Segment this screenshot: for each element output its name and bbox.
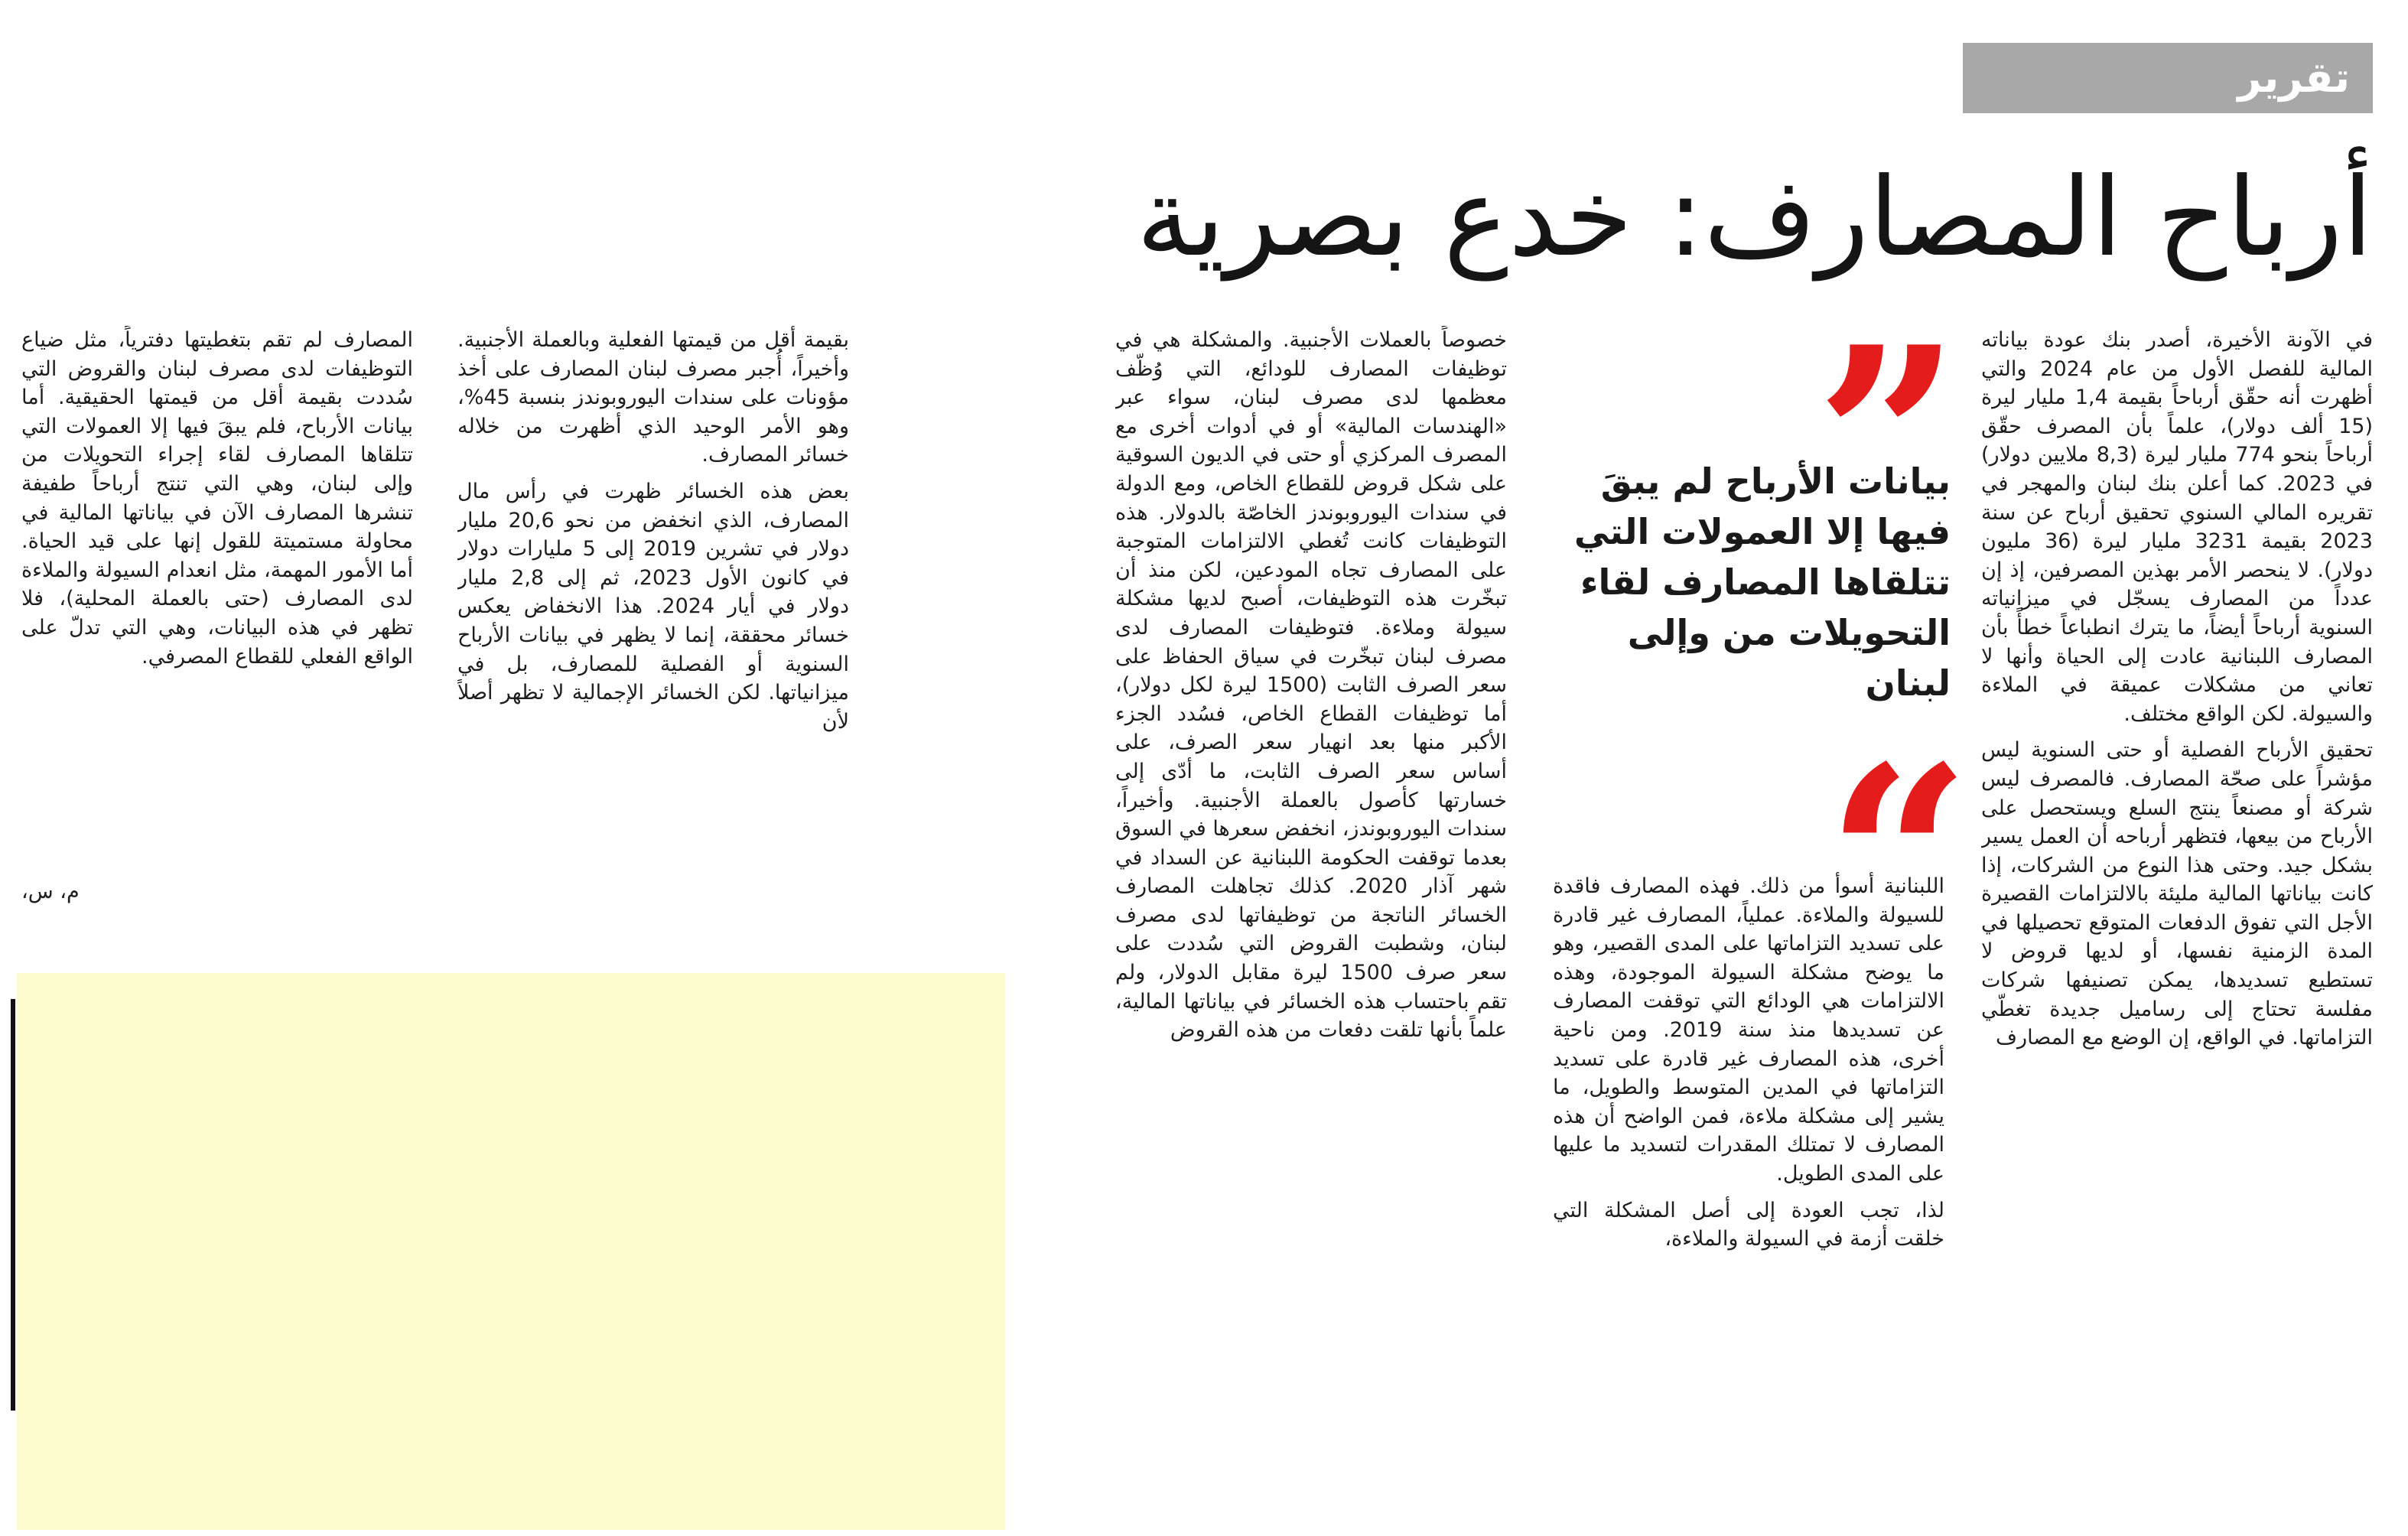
article-column-1 [1981, 326, 2373, 1437]
paragraph: بعض هذه الخسائر ظهرت في رأس مال المصارف، الذي انخفض من نحو 20,6 مليار دولار في تشرين 2019 إلى 5 مليارات دولار في كانون الأول 2023، ثم إلى 2,8 مليار دولار في أيار 2024. هذا الانخفاض يعكس خسائر محققة، إنما لا يظهر في بيانات الأرباح السنوية أو الفصلية للمصارف، بل في ميزانياتها. لكن الخسائر الإجمالية لا تظهر أصلاً لأن [457, 479, 849, 734]
quote-close-icon [1822, 733, 1975, 863]
article-column-3 [1115, 326, 1507, 1443]
author-initials: م، س، [21, 880, 80, 903]
paragraph: المصارف لم تقم بتغطيتها دفترياً، مثل ضياع التوظيفات لدى مصرف لبنان والقروض التي سُددت بقيمة أقل من قيمتها الحقيقية. أما بيانات الأرباح، فلم يبقَ فيها إلا العمولات التي تتلقاها المصارف لقاء إجراء التحويلات من وإلى لبنان، وهي التي تنتج أرباحاً طفيفة تنشرها المصارف الآن في بياناتها المالية في محاولة مستميتة للقول إنها على قيد الحياة. أما الأمور المهمة، مثل انعدام السيولة والملاءة لدى المصارف (حتى بالعملة المحلية)، فلا تظهر في هذه البيانات، وهي التي تدلّ على الواقع الفعلي للقطاع المصرفي. [21, 328, 413, 669]
paragraph: تحقيق الأرباح الفصلية أو حتى السنوية ليس مؤشراً على صحّة المصارف. فالمصرف ليس شركة أو مصنعاً ينتج السلع ويستحصل على الأرباح من بيعها، فتظهر أرباحه أن العمل يسير بشكل جيد. وحتى هذا النوع من الشركات، إذا كانت بياناتها المالية مليئة بالالتزامات القصيرة الأجل التي تفوق الدفعات المتوقع تحصيلها في المدة الزمنية نفسها، أو لديها قروض لا تستطيع تسديدها، يمكن تصنيفها شركات مفلسة تحتاج إلى رساميل جديدة تغطّي التزاماتها. في الواقع، إن الوضع مع المصارف [1981, 738, 2373, 1050]
article-column-2 [1553, 872, 1944, 1442]
paragraph: خصوصاً بالعملات الأجنبية. والمشكلة هي في توظيفات المصارف للودائع، التي وُظّف معظمها لدى مصرف لبنان، سواء عبر «الهندسات المالية» أو في أدوات أخرى مع المصرف المركزي أو حتى في الديون السوقية على شكل قروض للقطاع الخاص، ومع الدولة في سندات اليوروبوندز الخاصّة بالدولار. هذه التوظيفات كانت تُغطي الالتزامات المتوجبة على المصارف تجاه المودعين، لكن منذ أن تبخّرت هذه التوظيفات، أصبح لديها مشكلة سيولة وملاءة. فتوظيفات المصارف لدى مصرف لبنان تبخّرت في سياق الحفاظ على سعر الصرف الثابت (1500 ليرة لكل دولار)، أما توظيفات القطاع الخاص، فسُدد الجزء الأكبر منها بعد انهيار سعر الصرف، على أساس سعر الصرف الثابت، ما أدّى إلى خسارتها كأصول بالعملة الأجنبية. وأخيراً، سندات اليوروبوندز، انخفض سعرها في السوق بعدما توقفت الحكومة اللبنانية عن السداد في شهر آذار 2020. كذلك تجاهلت المصارف الخسائر الناتجة من توظيفاتها لدى مصرف لبنان، وشطبت القروض التي سُددت على سعر صرف 1500 ليرة مقابل الدولار، ولم تقم باحتساب هذه الخسائر في بياناتها المالية، علماً بأنها تلقت دفعات من هذه القروض [1115, 328, 1507, 1043]
paragraph: بقيمة أقل من قيمتها الفعلية وبالعملة الأجنبية. وأخيراً، أُجبر مصرف لبنان المصارف على أخذ مؤونات على سندات اليوروبوندز بنسبة 45%، وهو الأمر الوحيد الذي أظهرت من خلاله خسائر المصارف. [457, 328, 849, 467]
pull-quote: بيانات الأرباح لم يبقَ فيها إلا العمولات التي تتلقاها المصارف لقاء التحويلات من وإلى لبنان [1573, 460, 1951, 704]
vertical-rule [11, 999, 15, 1411]
paragraph: اللبنانية أسوأ من ذلك. فهذه المصارف فاقدة للسيولة والملاءة. عملياً، المصارف غير قادرة على تسديد التزاماتها على المدى القصير، وهو ما يوضح مشكلة السيولة الموجودة، وهذه الالتزامات هي الودائع التي توقفت المصارف عن تسديدها منذ سنة 2019. ومن ناحية أخرى، هذه المصارف غير قادرة على تسديد التزاماتها في المدين المتوسط والطويل، ما يشير إلى مشكلة ملاءة، فمن الواضح أن هذه المصارف لا تمتلك المقدرات لتسديد ما عليها على المدى الطويل. [1553, 874, 1944, 1186]
advertisement-placeholder [17, 973, 1005, 1530]
paragraph: لذا، تجب العودة إلى أصل المشكلة التي خلقت أزمة في السيولة والملاءة، [1553, 1198, 1944, 1251]
article-column-4 [457, 326, 849, 923]
quote-open-icon [1811, 314, 1964, 444]
section-label: تقرير [1963, 43, 2373, 113]
article-column-5 [21, 326, 413, 923]
article-headline: أرباح المصارف: خدع بصرية [1136, 155, 2373, 281]
paragraph: في الآونة الأخيرة، أصدر بنك عودة بياناته المالية للفصل الأول من عام 2024 والتي أظهرت أنه حقّق أرباحاً بقيمة 1,4 مليار ليرة (15 ألف دولار)، علماً بأن المصرف حقّق أرباحاً بنحو 774 مليار ليرة (8,3 ملايين دولار) في 2023. كما أعلن بنك لبنان والمهجر في تقريره المالي السنوي تحقيق أرباح عن سنة 2023 بقيمة 3231 مليار ليرة (36 مليون دولار). لا ينحصر الأمر بهذين المصرفين، إذ إن عدداً من المصارف يسجّل في ميزانياته السنوية أرباحاً أيضاً، ما يترك انطباعاً خطأً بأن المصارف اللبنانية عادت إلى الحياة وأنها لا تعاني من مشكلات عميقة في الملاءة والسيولة. لكن الواقع مختلف. [1981, 328, 2373, 726]
